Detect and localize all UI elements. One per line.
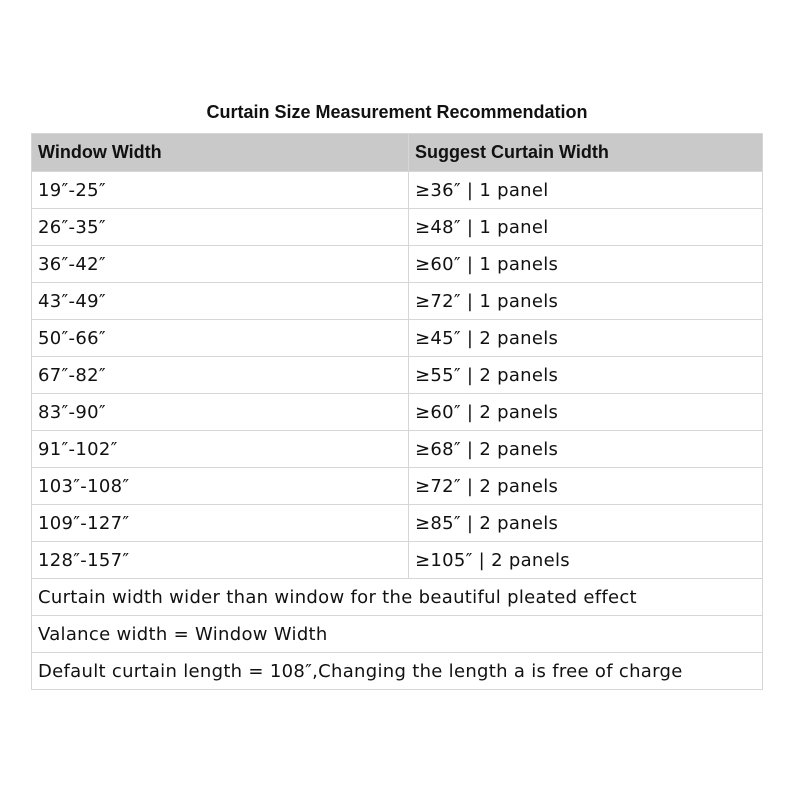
curtain-width-cell: ≥85″ | 2 panels [409, 505, 763, 542]
window-width-cell: 67″-82″ [32, 357, 409, 394]
window-width-cell: 128″-157″ [32, 542, 409, 579]
curtain-width-cell: ≥55″ | 2 panels [409, 357, 763, 394]
window-width-cell: 50″-66″ [32, 320, 409, 357]
curtain-width-cell: ≥105″ | 2 panels [409, 542, 763, 579]
curtain-width-cell: ≥45″ | 2 panels [409, 320, 763, 357]
window-width-cell: 43″-49″ [32, 283, 409, 320]
table-row [32, 431, 763, 468]
table-row [32, 394, 763, 431]
curtain-width-cell: ≥36″ | 1 panel [409, 172, 763, 209]
curtain-width-cell: ≥72″ | 1 panels [409, 283, 763, 320]
window-width-cell: 26″-35″ [32, 209, 409, 246]
curtain-width-cell: ≥60″ | 1 panels [409, 246, 763, 283]
curtain-width-cell: ≥68″ | 2 panels [409, 431, 763, 468]
curtain-width-cell: ≥48″ | 1 panel [409, 209, 763, 246]
table-row [32, 357, 763, 394]
table-row [32, 320, 763, 357]
window-width-cell: 19″-25″ [32, 172, 409, 209]
window-width-cell: 83″-90″ [32, 394, 409, 431]
curtain-size-table [31, 133, 763, 690]
curtain-width-cell: ≥60″ | 2 panels [409, 394, 763, 431]
window-width-cell: 36″-42″ [32, 246, 409, 283]
table-header-row [32, 134, 763, 172]
table-title: Curtain Size Measurement Recommendation [206, 102, 588, 122]
window-width-cell: 91″-102″ [32, 431, 409, 468]
note-pleated-effect: Curtain width wider than window for the beautiful pleated effect [32, 579, 763, 616]
note-valance-width: Valance width = Window Width [32, 616, 763, 653]
table-row [32, 246, 763, 283]
header-suggest-curtain-width: Suggest Curtain Width [409, 134, 763, 172]
table-row [32, 505, 763, 542]
table-row [32, 542, 763, 579]
note-row [32, 653, 763, 690]
table-row [32, 172, 763, 209]
curtain-width-cell: ≥72″ | 2 panels [409, 468, 763, 505]
note-default-length: Default curtain length = 108″,Changing the length a is free of charge [32, 653, 763, 690]
window-width-cell: 103″-108″ [32, 468, 409, 505]
table-row [32, 283, 763, 320]
note-row [32, 616, 763, 653]
table-row [32, 209, 763, 246]
window-width-cell: 109″-127″ [32, 505, 409, 542]
note-row [32, 579, 763, 616]
table-row [32, 468, 763, 505]
header-window-width: Window Width [32, 134, 409, 172]
